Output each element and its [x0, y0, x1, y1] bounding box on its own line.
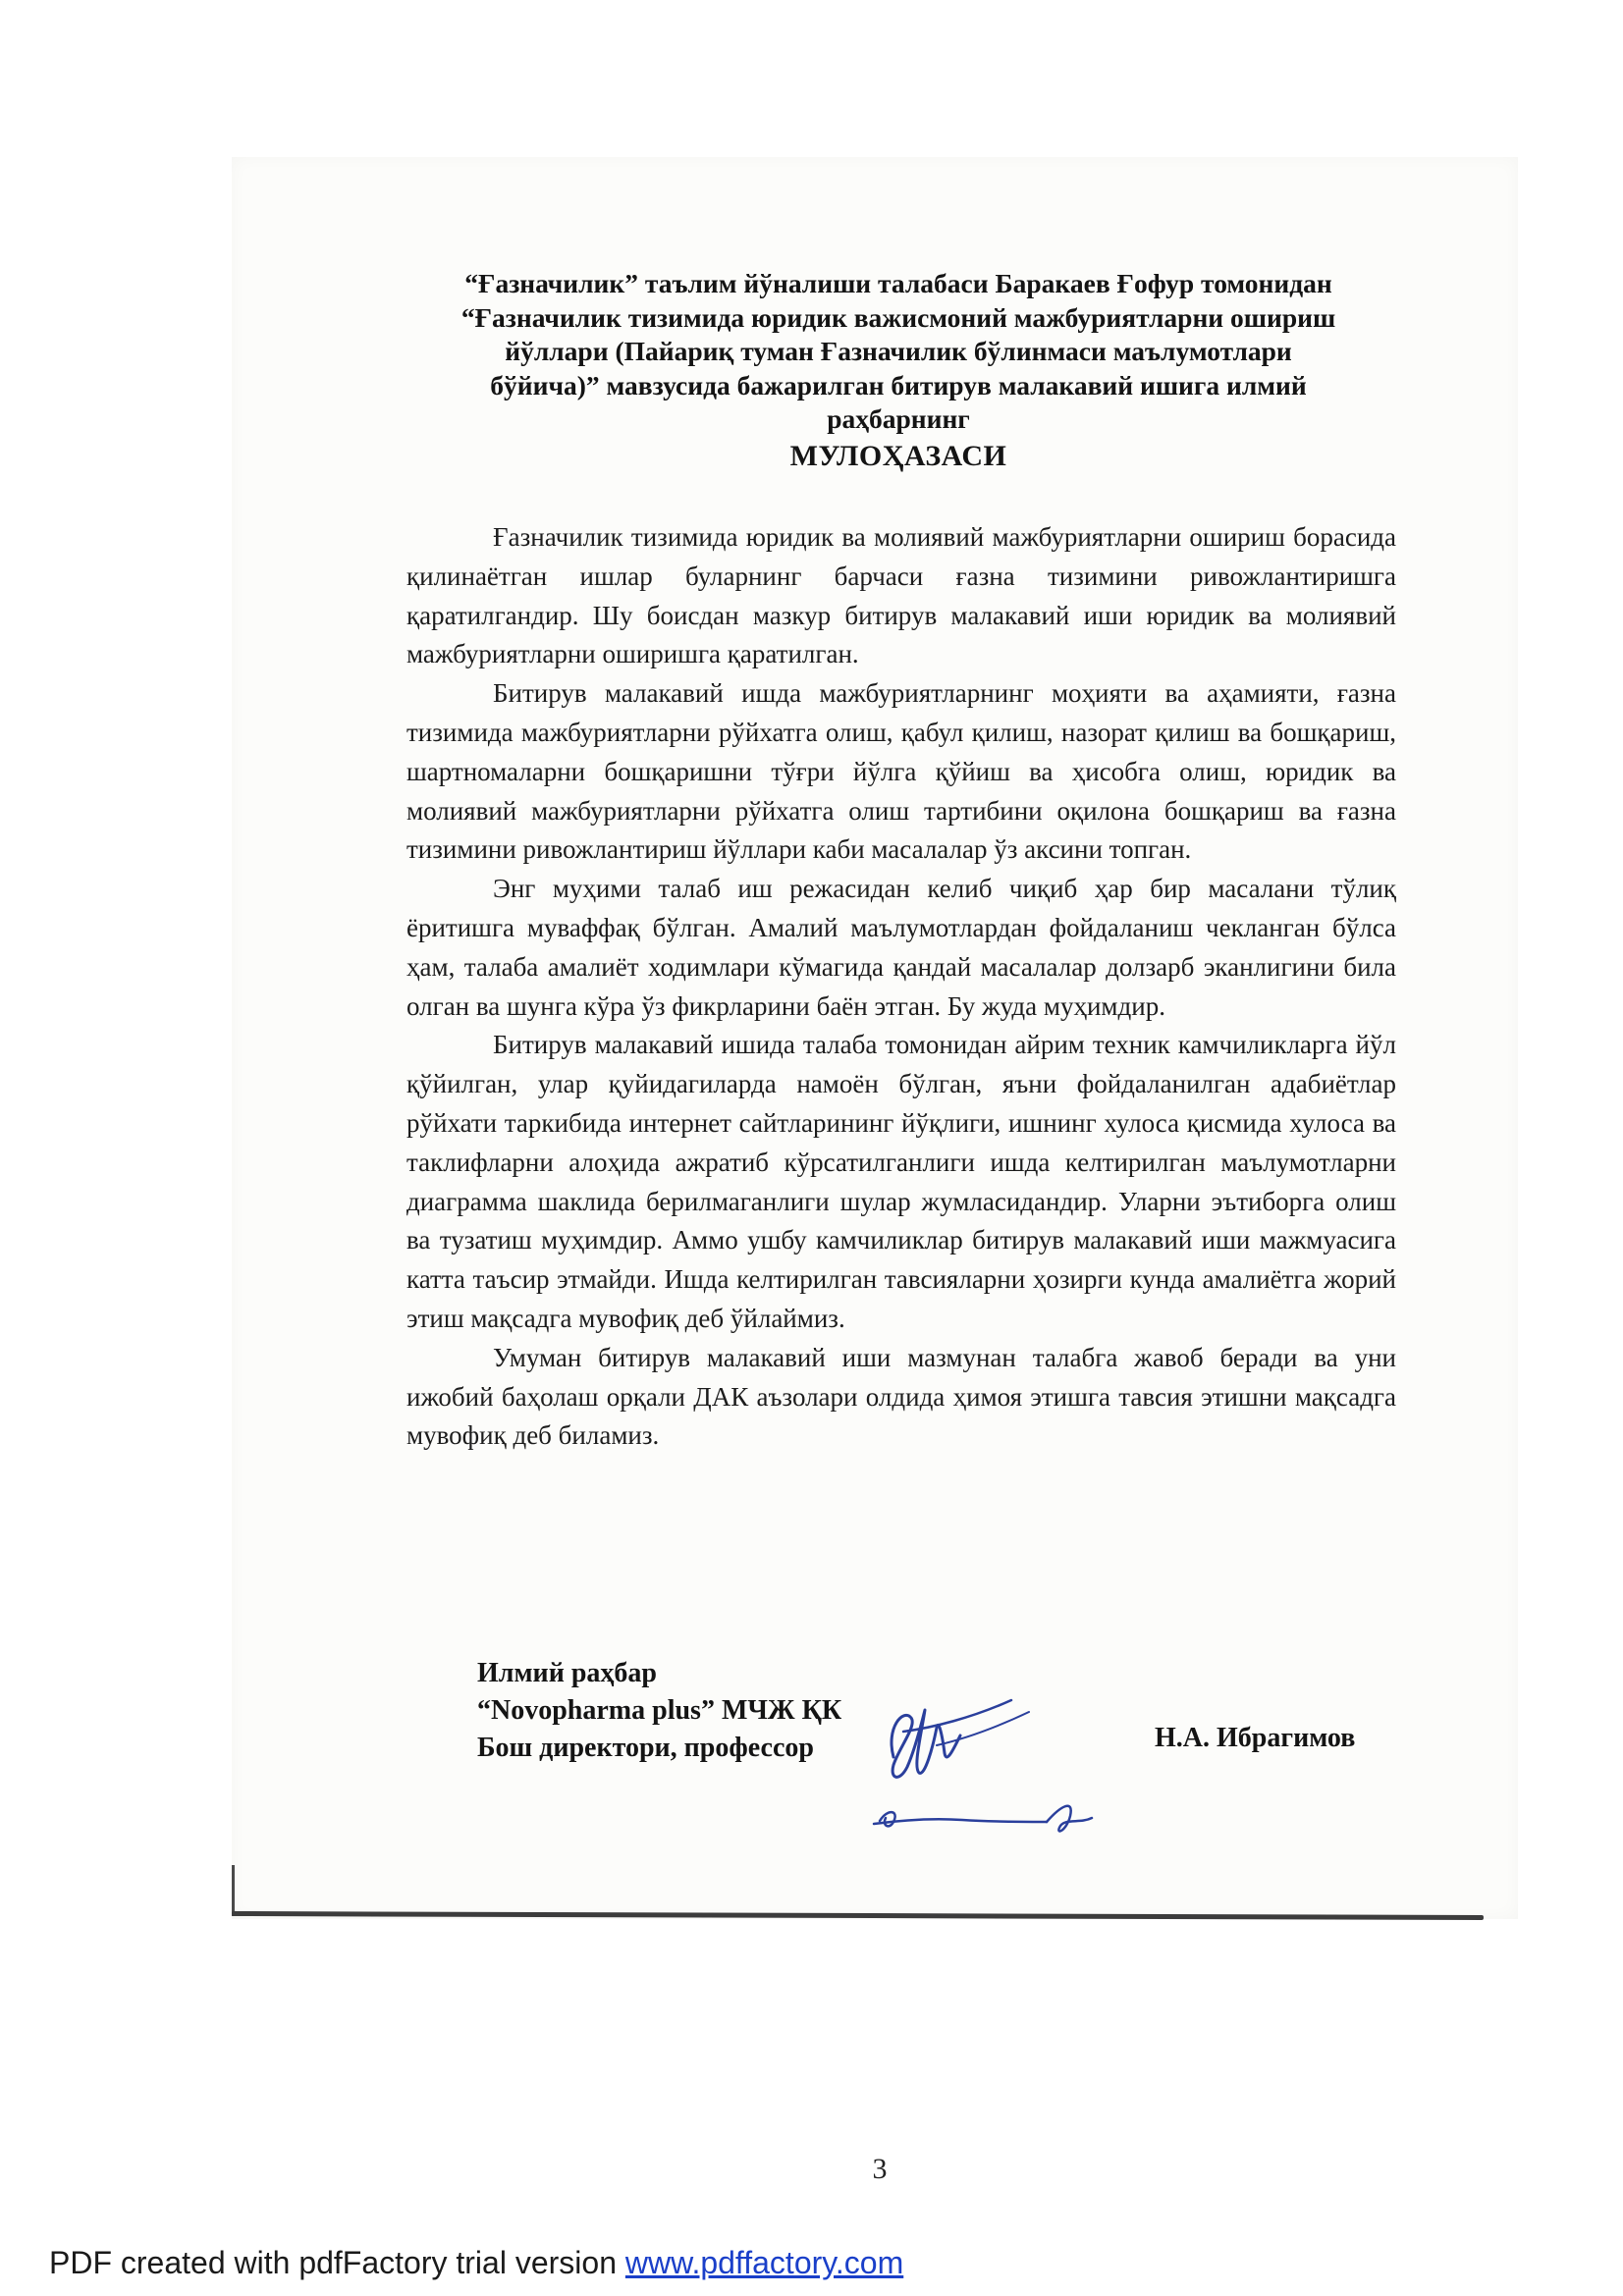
- signatory-position: Бош директори, профессор: [477, 1733, 814, 1763]
- footer-text: PDF created with pdfFactory trial version: [49, 2245, 625, 2280]
- document-heading: [398, 267, 1399, 476]
- body-paragraph: Энг муҳими талаб иш режасидан келиб чиқиб ҳар бир масалани тўлиқ ёритишга муваффақ бўлган. Амалий маълумотлардан фойдаланиш чекланган бўлса ҳам, талаба амалиёт ходимлари кўмагида қандай масалалар долзарб эканлигини била олган ва шунга кўра ўз фикрларини баён этган. Бу жуда муҳимдир.: [406, 874, 1396, 1021]
- pdf-creator-footer: [49, 2243, 903, 2282]
- heading-line: “Ғазначилик” таълим йўналиши талабаси Баракаев Ғофур томонидан: [464, 268, 1332, 298]
- document-title: МУЛОҲАЗАСИ: [789, 439, 1007, 472]
- heading-line: “Ғазначилик тизимида юридик важисмоний мажбуриятларни ошириш: [460, 301, 1336, 333]
- handwritten-signature: [864, 1688, 1100, 1850]
- heading-line: йўллари (Пайариқ туман Ғазначилик бўлинмаси маълумотлари: [505, 336, 1292, 366]
- body-paragraph: Ғазначилик тизимида юридик ва молиявий мажбуриятларни ошириш борасида қилинаётган ишлар буларнинг барчаси ғазна тизимини ривожлантиришга қаратилгандир. Шу боисдан мазкур битирув малакавий иши юридик ва молиявий мажбуриятларни оширишга қаратилган.: [406, 522, 1396, 669]
- body-paragraph: Умуман битирув малакавий иши мазмунан талабга жавоб беради ва уни ижобий баҳолаш орқали ДАК аъзолари олдида ҳимоя этишга тавсия этишни мақсадга мувофиқ деб биламиз.: [406, 1342, 1396, 1451]
- body-paragraph: Битирув малакавий ишида талаба томонидан айрим техник камчиликларга йўл қўйилган, улар қуйидагиларда намоён бўлган, яъни фойдаланилган адабиётлар рўйхати таркибида интернет сайтларининг йўқлиги, ишнинг хулоса қисмида хулоса ва таклифларни алоҳида ажратиб кўрсатилганлиги ишда келтирилган маълумотларни диаграмма шаклида берилмаганлиги шулар жумласидандир. Уларни эътиборга олиш ва тузатиш муҳимдир. Аммо ушбу камчиликлар битирув малакавий иши мажмуасига катта таъсир этмайди. Ишда келтирилган тавсияларни ҳозирги кунда амалиётга жорий этиш мақсадга мувофиқ деб ўйлаймиз.: [406, 1030, 1396, 1333]
- scan-edge-left: [232, 1865, 235, 1916]
- document-body: [406, 518, 1396, 1456]
- heading-line: раҳбарнинг: [827, 403, 970, 434]
- page-number: 3: [872, 2153, 888, 2185]
- signatory-title-block: [477, 1655, 841, 1767]
- signatory-name: Н.А. Ибрагимов: [1155, 1723, 1356, 1753]
- heading-line: бўйича)” мавзусида бажарилган битирув малакавий ишига илмий: [490, 369, 1307, 400]
- signatory-organization: “Novopharma plus” МЧЖ ҚК: [477, 1695, 842, 1726]
- signatory-role: Илмий раҳбар: [477, 1658, 657, 1688]
- body-paragraph: Битирув малакавий ишда мажбуриятларнинг моҳияти ва аҳамияти, ғазна тизимида мажбуриятларни рўйхатга олиш, қабул қилиш, назорат қилиш ва бошқариш, шартномаларни бошқаришни тўғри йўлга қўйиш ва ҳисобга олиш, юридик ва молиявий мажбуриятларни рўйхатга олиш тартибини оқилона бошқариш ва ғазна тизимини ривожлантириш йўллари каби масалалар ўз аксини топган.: [406, 678, 1396, 865]
- pdffactory-link[interactable]: www.pdffactory.com: [624, 2245, 904, 2280]
